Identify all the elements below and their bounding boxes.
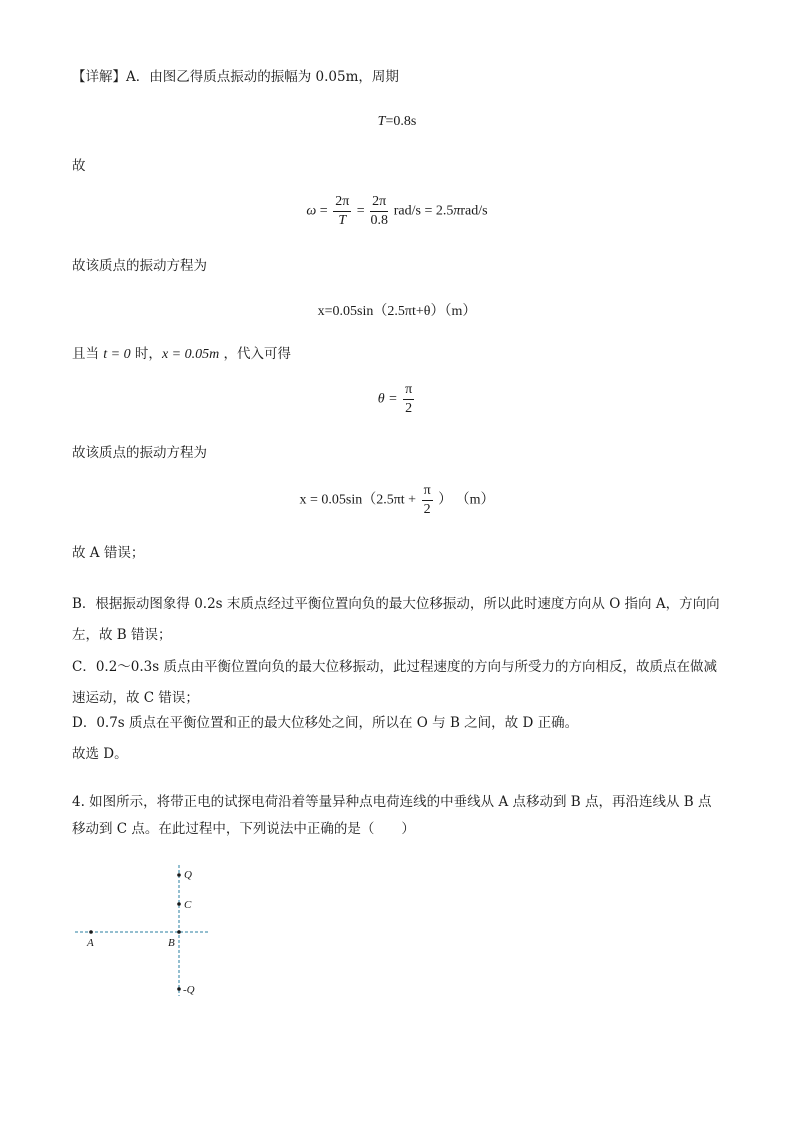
- period-symbol: T: [377, 114, 386, 129]
- paragraph-therefore-1: 故: [72, 158, 86, 174]
- period-value: =0.8s: [385, 114, 417, 129]
- charge-diagram: [70, 860, 220, 1000]
- equation-theta: θ = $\frac{\pi}{2}$: [377, 382, 413, 416]
- detail-a-text: 【详解】A．由图乙得质点振动的振幅为 0.05m，周期: [72, 69, 399, 85]
- fraction-pi-over-2: $\frac{\pi}{2}$: [405, 382, 413, 416]
- point-neg-q: [177, 987, 181, 991]
- omega-symbol: ω: [306, 203, 317, 219]
- equation-omega: ω = $\frac{2\pi}{T}$ = $\frac{2\pi}{0.8}$ rad/s = 2.5πrad/s: [306, 194, 488, 228]
- paragraph-option-c: C．0.2～0.3s 质点由平衡位置向负的最大位移振动，此过程速度的方向与所受力的方向相反，故质点在做减速运动，故 C 错误；: [72, 659, 717, 706]
- fraction-pi-over-2-final: $\frac{\pi}{2}$: [423, 483, 431, 517]
- point-a: [89, 930, 93, 934]
- paragraph-equation-intro-2: 故该质点的振动方程为: [72, 445, 207, 461]
- fraction-2pi-over-T: $\frac{2\pi}{T}$: [335, 194, 350, 228]
- point-b: [177, 930, 181, 934]
- paragraph-when-t0: 且当 t = 0 时，x = 0.05m ，代入可得: [72, 346, 292, 362]
- equation-x-theta: x=0.05sin（2.5πt+θ）（m）: [317, 304, 477, 319]
- label-neg-q: -Q: [183, 984, 195, 996]
- label-c: C: [184, 899, 192, 911]
- paragraph-choose-d: 故选 D。: [72, 746, 128, 762]
- equation-x-final: x = 0.05sin（2.5πt + $\frac{\pi}{2}$ ） （m）: [299, 483, 495, 517]
- point-c: [177, 902, 181, 906]
- paragraph-option-d: D．0.7s 质点在平衡位置和正的最大位移处之间，所以在 O 与 B 之间，故 D 正确。: [72, 715, 579, 731]
- label-q: Q: [184, 869, 192, 881]
- equation-period: [0, 114, 794, 130]
- paragraph-detail-a: [72, 68, 724, 86]
- label-a: A: [87, 937, 94, 949]
- fraction-2pi-over-0.8: $\frac{2\pi}{0.8}$: [370, 194, 388, 228]
- label-b: B: [168, 937, 175, 949]
- paragraph-equation-intro: 故该质点的振动方程为: [72, 258, 207, 274]
- paragraph-option-b: B．根据振动图象得 0.2s 末质点经过平衡位置向负的最大位移振动，所以此时速度方向从 O 指向 A，方向向左，故 B 错误；: [72, 596, 720, 643]
- paragraph-a-wrong: 故 A 错误；: [72, 545, 145, 561]
- question-4: 4. 如图所示，将带正电的试探电荷沿着等量异种点电荷连线的中垂线从 A 点移动到 B 点，再沿连线从 B 点移动到 C 点。在此过程中，下列说法中正确的是（ ）: [72, 794, 712, 837]
- point-q: [177, 873, 181, 877]
